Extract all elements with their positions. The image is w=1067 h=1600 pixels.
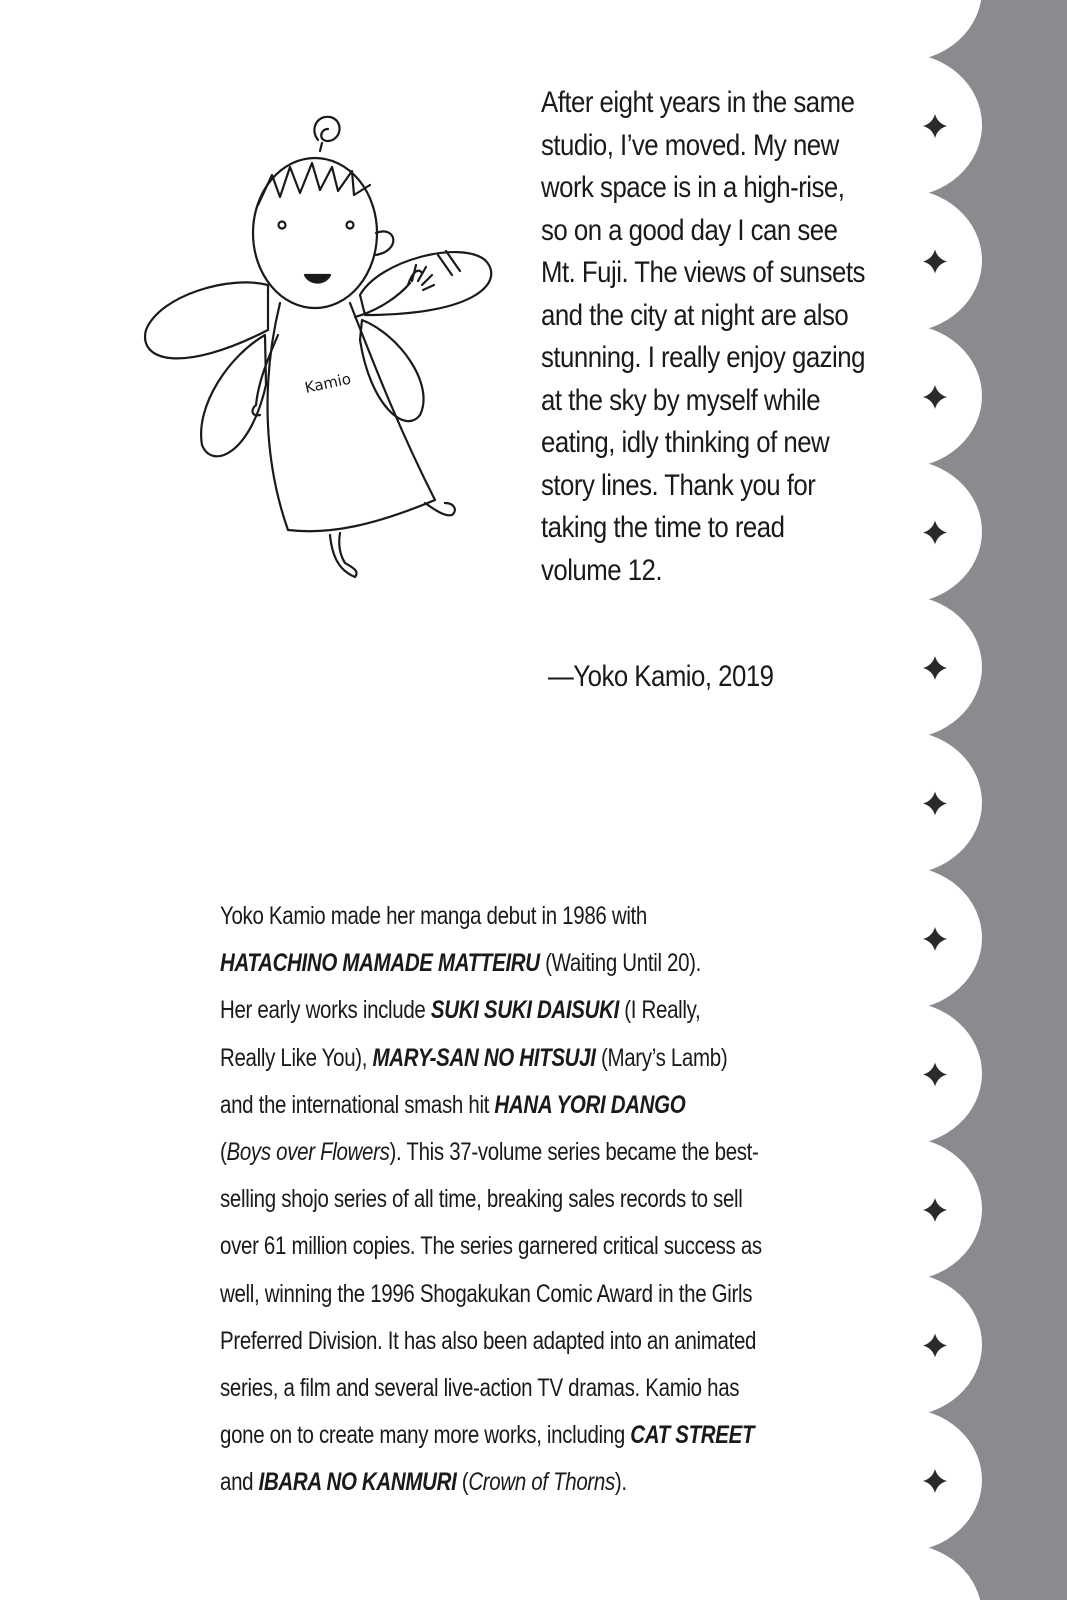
- bio-line: series, a film and several live-action TV dramas. Kamio has: [220, 1374, 740, 1403]
- note-line: work space is in a high-rise,: [541, 171, 845, 204]
- bio-line: Preferred Division. It has also been adapted into an animated: [220, 1326, 757, 1355]
- work-title-english: Crown of Thorns: [468, 1468, 615, 1497]
- scallop-bump: [822, 866, 982, 1010]
- waving-hand: [408, 265, 434, 290]
- bio-line: selling shojo series of all time, breaking sales records to sell: [220, 1185, 743, 1214]
- hair-fringe: [258, 163, 370, 205]
- right-eye: [347, 222, 354, 229]
- dress-name-label: Kamio: [303, 369, 353, 397]
- scallop-bump: [822, 1273, 982, 1417]
- right-upper-wing: [360, 252, 491, 315]
- scallop-bump: [822, 731, 982, 875]
- bio-line: gone on to create many more works, including CAT STREET: [220, 1421, 755, 1450]
- note-line: so on a good day I can see: [541, 213, 838, 247]
- bio-line: and IBARA NO KANMURI (Crown of Thorns).: [220, 1468, 627, 1497]
- wing-shine: [438, 251, 460, 275]
- note-line: eating, idly thinking of new: [541, 426, 830, 459]
- bio-line: Really Like You), MARY-SAN NO HITSUJI (Mary’s Lamb): [220, 1043, 728, 1072]
- right-leg: [425, 503, 455, 515]
- work-title-english: Boys over Flowers: [226, 1138, 390, 1167]
- note-line: volume 12.: [541, 553, 663, 587]
- work-title: HANA YORI DANGO: [494, 1090, 686, 1119]
- bio-line: Her early works include SUKI SUKI DAISUKI (I Really,: [220, 996, 701, 1025]
- left-eye: [279, 222, 286, 229]
- note-line: stunning. I really enjoy gazing: [541, 341, 865, 374]
- work-title: HATACHINO MAMADE MATTEIRU: [220, 949, 540, 978]
- right-ear: [376, 231, 393, 255]
- scallop-bump: [822, 1002, 982, 1146]
- bio-line: and the international smash hit HANA YORI DANGO: [220, 1090, 686, 1119]
- scallop-bump: [822, 1408, 982, 1552]
- bio-line: HATACHINO MAMADE MATTEIRU (Waiting Until 20).: [220, 949, 702, 978]
- note-line: After eight years in the same: [541, 86, 855, 119]
- author-note: [541, 82, 865, 592]
- work-title: CAT STREET: [630, 1421, 755, 1450]
- note-line: at the sky by myself while: [541, 383, 821, 417]
- author-bio: [220, 893, 762, 1507]
- bio-line: over 61 million copies. The series garnered critical success as: [220, 1232, 762, 1261]
- author-fairy-illustration: [140, 85, 510, 595]
- mouth: [305, 275, 330, 283]
- note-line: Mt. Fuji. The views of sunsets: [541, 256, 865, 289]
- work-title: MARY-SAN NO HITSUJI: [372, 1043, 596, 1072]
- note-line: studio, I’ve moved. My new: [541, 128, 839, 162]
- left-leg: [330, 533, 357, 577]
- note-line: taking the time to read: [541, 511, 785, 544]
- dress-outline: [268, 303, 435, 531]
- scallop-bump: [822, 595, 982, 739]
- head-outline: [253, 158, 377, 308]
- work-title: IBARA NO KANMURI: [258, 1468, 457, 1497]
- bio-line: Yoko Kamio made her manga debut in 1986 with: [220, 902, 647, 930]
- author-signature: —Yoko Kamio, 2019: [548, 660, 774, 693]
- left-upper-wing: [145, 282, 268, 358]
- bio-line: well, winning the 1996 Shogakukan Comic Award in the Girls: [220, 1279, 753, 1308]
- work-title: SUKI SUKI DAISUKI: [430, 996, 619, 1025]
- hair-curl: [314, 117, 339, 141]
- bio-line: (Boys over Flowers). This 37-volume series became the best-: [220, 1138, 759, 1167]
- scallop-bump: [822, 1137, 982, 1281]
- note-line: and the city at night are also: [541, 298, 849, 332]
- note-line: story lines. Thank you for: [541, 468, 816, 502]
